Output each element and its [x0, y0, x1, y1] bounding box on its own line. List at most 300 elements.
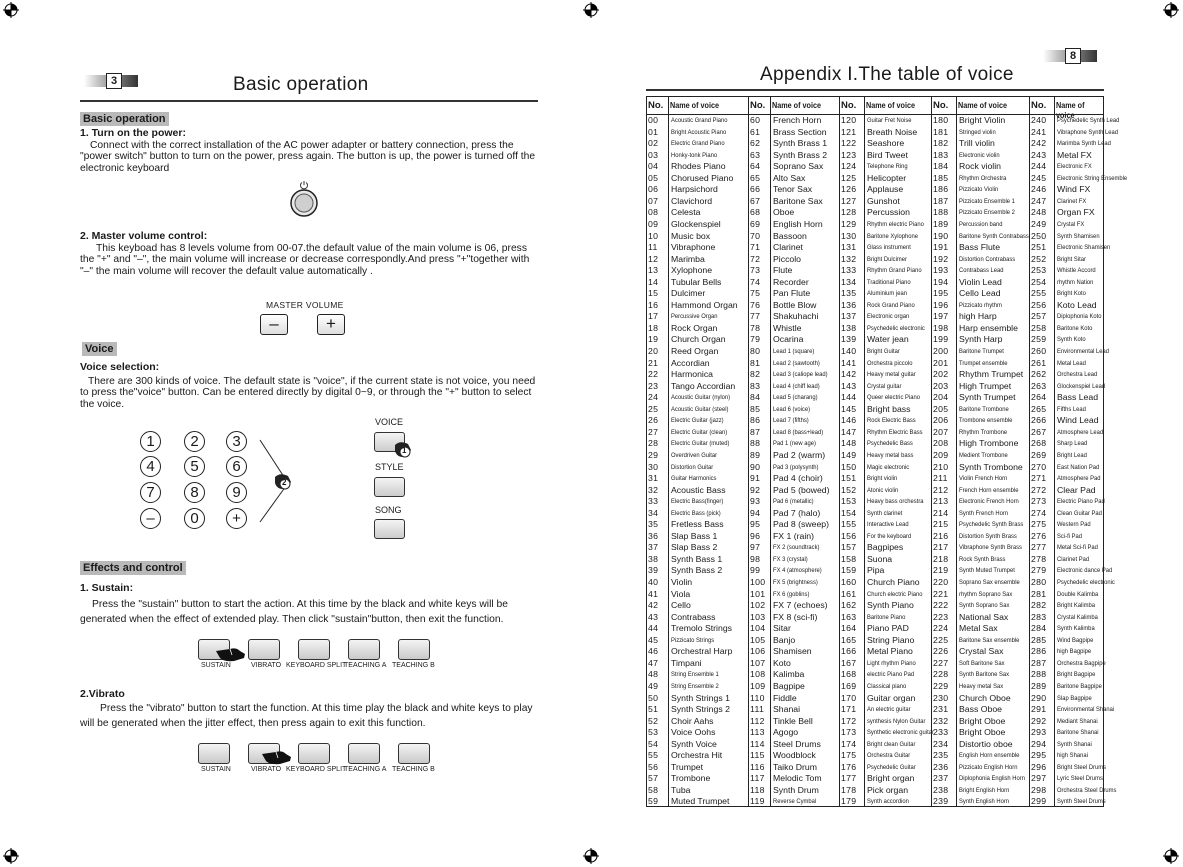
voice-row: [932, 531, 1029, 543]
voice-row: [1030, 184, 1103, 196]
voice-name: Baritone Synth Contrabass: [959, 232, 1029, 240]
voice-number: 231: [933, 704, 949, 715]
voice-name: Synth Brass 1: [773, 138, 828, 149]
voice-name: Distortion Synth Brass: [959, 532, 1017, 540]
voice-number: 250: [1031, 230, 1047, 241]
voice-number: 244: [1031, 161, 1047, 172]
voice-name: Wind Lead: [1057, 415, 1099, 426]
registration-mark-icon: [3, 848, 19, 864]
voice-row: [932, 196, 1029, 208]
voice-number: 210: [933, 461, 949, 472]
voice-number: 76: [750, 299, 761, 310]
keyboard-split-button[interactable]: [298, 639, 330, 660]
voice-row: [840, 323, 931, 335]
voice-number: 123: [841, 149, 857, 160]
voice-name: Breath Noise: [867, 126, 918, 137]
voice-name: Guitar organ: [867, 692, 916, 703]
voice-number: 267: [1031, 426, 1047, 437]
voice-row: [749, 600, 839, 612]
song-button[interactable]: [374, 519, 405, 539]
voice-name: Oboe: [773, 207, 795, 218]
voice-number: 05: [648, 172, 659, 183]
voice-row: [932, 138, 1029, 150]
voice-row: [840, 519, 931, 531]
voice-name: Sitar: [773, 623, 791, 634]
voice-name: East Nation Pad: [1057, 463, 1100, 471]
voice-name: Psychedelic Guitar: [867, 763, 916, 771]
volume-up-button[interactable]: +: [317, 314, 345, 335]
voice-row: [1030, 519, 1103, 531]
voice-name: Shanai: [773, 704, 801, 715]
teaching-a-label: TEACHING A: [344, 662, 387, 669]
voice-row: [932, 242, 1029, 254]
voice-name: Agogo: [773, 727, 799, 738]
voice-row: [749, 554, 839, 566]
voice-number: 53: [648, 727, 659, 738]
voice-row: [1030, 508, 1103, 520]
voice-row: [932, 773, 1029, 785]
voice-number: 240: [1031, 115, 1047, 125]
voice-number: 96: [750, 530, 761, 541]
voice-row: [647, 288, 748, 300]
voice-name: Atmosphere Pad: [1057, 475, 1101, 483]
voice-name: Synth Muted Trumpet: [959, 567, 1015, 575]
voice-number: 49: [648, 680, 659, 691]
voice-row: [1030, 404, 1103, 416]
digit-key-3[interactable]: 3: [226, 431, 247, 452]
voice-row: [932, 519, 1029, 531]
voice-name: Clear Pad: [1057, 484, 1096, 495]
voice-number: 256: [1031, 299, 1047, 310]
voice-name: Medient Trombone: [959, 451, 1008, 459]
voice-row: [647, 612, 748, 624]
voice-row: [647, 450, 748, 462]
voice-row: [749, 427, 839, 439]
vibrato-label: VIBRATO: [251, 766, 282, 773]
voice-number: 255: [1031, 288, 1047, 299]
voice-name: Synth Baritone Sax: [959, 671, 1010, 679]
voice-number: 114: [750, 738, 765, 749]
digit-key-4[interactable]: 4: [140, 456, 161, 477]
voice-number: 211: [933, 473, 948, 484]
voice-row: [1030, 392, 1103, 404]
voice-number: 296: [1031, 761, 1047, 772]
voice-number: 66: [750, 184, 761, 195]
voice-row: [749, 161, 839, 173]
voice-name: Bright Sitar: [1057, 255, 1086, 263]
digit-key-1[interactable]: 1: [140, 431, 161, 452]
voice-row: [749, 415, 839, 427]
voice-name: Viola: [671, 588, 691, 599]
voice-row: [932, 796, 1029, 808]
teaching-a-button[interactable]: [348, 639, 380, 660]
vibrato-heading: 2.Vibrato: [80, 688, 125, 700]
vibrato-button[interactable]: [248, 639, 280, 660]
digit-key-9[interactable]: 9: [226, 482, 247, 503]
voice-number: 241: [1031, 126, 1047, 137]
voice-name: Acoustic Guitar (nylon): [671, 394, 731, 402]
voice-row: [840, 785, 931, 797]
voice-row: [932, 496, 1029, 508]
voice-name: Metal Sax: [959, 623, 998, 634]
voice-name: Heavy metal guitar: [867, 371, 916, 379]
teaching-a-button[interactable]: [348, 743, 380, 764]
teaching-b-button[interactable]: [398, 639, 430, 660]
voice-name: Synth Kalimba: [1057, 625, 1095, 633]
voice-number: 104: [750, 623, 766, 634]
voice-number: 54: [648, 738, 659, 749]
voice-row: [840, 231, 931, 243]
voice-row: [932, 473, 1029, 485]
voice-row: [1030, 427, 1103, 439]
voice-name: For the keyboard: [867, 532, 912, 540]
voice-number: 48: [648, 669, 659, 680]
digit-key-2[interactable]: 2: [184, 431, 205, 452]
power-switch-button[interactable]: [290, 189, 318, 217]
voice-name: Bright bass: [867, 403, 911, 414]
voice-row: [749, 681, 839, 693]
voice-row: [647, 196, 748, 208]
minus-key[interactable]: –: [140, 508, 161, 529]
voice-row: [1030, 669, 1103, 681]
voice-row: [932, 623, 1029, 635]
voice-number: 01: [648, 126, 659, 137]
voice-number: 142: [841, 369, 857, 380]
voice-name: Classical piano: [867, 682, 907, 690]
voice-name: Cello: [671, 600, 691, 611]
voice-number: 180: [933, 115, 949, 125]
voice-row: [749, 635, 839, 647]
voice-row: [932, 704, 1029, 716]
voice-number: 145: [841, 403, 857, 414]
digit-key-6[interactable]: 6: [226, 456, 247, 477]
voice-row: [840, 727, 934, 739]
voice-name: Ocarina: [773, 334, 804, 345]
voice-number: 167: [841, 657, 857, 668]
voice-name: FX 1 (rain): [773, 530, 815, 541]
voice-row: [749, 184, 839, 196]
style-button[interactable]: [374, 477, 405, 497]
voice-name: Lead 2 (sawtooth): [773, 359, 820, 367]
voice-row: [932, 346, 1029, 358]
voice-name: Bright Oboe: [959, 727, 1006, 738]
page-number: 8: [1065, 48, 1081, 64]
voice-row: [840, 496, 931, 508]
voice-number: 46: [648, 646, 659, 657]
voice-number: 186: [933, 184, 949, 195]
voice-name: Guitar Harmonics: [671, 475, 717, 483]
voice-number: 56: [648, 761, 659, 772]
voice-number: 222: [933, 600, 949, 611]
voice-row: [932, 231, 1029, 243]
voice-number: 77: [750, 311, 761, 322]
voice-name: Electric Grand Piano: [671, 140, 725, 148]
voice-name: English Horn ensemble: [959, 752, 1020, 760]
callout-number-1: 1: [402, 446, 407, 455]
voice-name: Percussion: [867, 207, 910, 218]
voice-row: [647, 438, 748, 450]
voice-name: Recorder: [773, 276, 809, 287]
voice-name: Taiko Drum: [773, 761, 817, 772]
voice-name: Dulcimer: [671, 288, 706, 299]
voice-row: [840, 254, 931, 266]
voice-name: Clarinet: [773, 242, 803, 253]
voice-number: 236: [933, 761, 949, 772]
voice-row: [840, 542, 931, 554]
voice-number: 271: [1031, 473, 1047, 484]
voice-name: Whistle Accord: [1057, 267, 1096, 275]
voice-row: [840, 311, 931, 323]
voice-name: Orchestra piccolo: [867, 359, 913, 367]
voice-row: [840, 392, 931, 404]
voice-row: [840, 219, 931, 231]
voice-number: 215: [933, 519, 949, 530]
voice-selection-heading: Voice selection:: [80, 361, 160, 373]
voice-row: [840, 150, 931, 162]
voice-name: Magic electronic: [867, 463, 910, 471]
voice-row: [840, 161, 931, 173]
voice-number: 264: [1031, 392, 1047, 403]
voice-row: [932, 635, 1029, 647]
voice-name: Lead 3 (caliope lead): [773, 371, 828, 379]
digit-key-8[interactable]: 8: [184, 482, 205, 503]
voice-number: 159: [841, 565, 857, 576]
voice-name: Helicopter: [867, 172, 907, 183]
voice-number: 79: [750, 334, 761, 345]
voice-name: Vibraphone Synth Lead: [1057, 128, 1119, 136]
voice-name: Rock Grand Piano: [867, 301, 915, 309]
voice-number: 232: [933, 715, 949, 726]
voice-name: Pizzicato Violin: [959, 186, 999, 194]
volume-down-button[interactable]: –: [260, 314, 288, 335]
voice-number: 147: [841, 426, 857, 437]
voice-number: 149: [841, 449, 857, 460]
voice-number: 221: [933, 588, 949, 599]
voice-number: 283: [1031, 611, 1047, 622]
voice-number: 289: [1031, 680, 1047, 691]
voice-name: Honky-tonk Piano: [671, 151, 718, 159]
voice-name: Bright clean Guitar: [867, 740, 916, 748]
voice-row: [1030, 554, 1103, 566]
voice-name: Melodic Tom: [773, 773, 822, 784]
voice-number: 284: [1031, 623, 1047, 634]
voice-name: Church Organ: [671, 334, 726, 345]
keyboard-split-label: KEYBOARD SPLIT: [286, 662, 347, 669]
voice-number: 144: [841, 392, 857, 403]
voice-row: [749, 462, 839, 474]
page-title: Basic operation: [233, 74, 369, 95]
voice-row: [647, 150, 748, 162]
voice-name: Pizzicato Ensemble 1: [959, 197, 1015, 205]
voice-row: [932, 184, 1029, 196]
voice-number: 127: [841, 195, 857, 206]
voice-name: Tenor Sax: [773, 184, 813, 195]
voice-number: 290: [1031, 692, 1047, 703]
voice-row: [1030, 657, 1106, 670]
voice-number: 70: [750, 230, 761, 241]
voice-name: Woodblock: [773, 750, 816, 761]
voice-number: 198: [933, 322, 949, 333]
voice-name: Xylophone: [671, 265, 713, 276]
voice-number: 179: [841, 796, 857, 807]
voice-row: [647, 623, 748, 635]
voice-name: Vibraphone: [671, 242, 716, 253]
voice-number: 124: [841, 161, 857, 172]
voice-name: Koto Lead: [1057, 299, 1097, 310]
voice-name: Electronic Shamisen: [1057, 244, 1111, 252]
voice-row: [647, 646, 748, 658]
keyboard-split-button[interactable]: [298, 743, 330, 764]
voice-row: [1030, 358, 1103, 370]
voice-name: French Horn ensemble: [959, 486, 1019, 494]
voice-number: 107: [750, 657, 766, 668]
voice-name: Electronic FX: [1057, 163, 1092, 171]
voice-row: [840, 115, 931, 127]
voice-number: 100: [750, 577, 766, 587]
voice-number: 63: [750, 149, 761, 160]
voice-name: Lead 5 (charang): [773, 394, 818, 402]
voice-row: [840, 288, 931, 300]
voice-row: [1030, 138, 1111, 150]
voice-name: Suona: [867, 553, 893, 564]
voice-name: Synth Strings 2: [671, 704, 730, 715]
voice-row: [749, 750, 839, 762]
voice-name: Psychedelic electronic: [1057, 579, 1115, 586]
master-volume-text: This keyboad has 8 levels volume from 00-07.the default value of the main volume is 06, press the "+" and "–", the main volume will increase or decrease correspondly.And press "+"together with "–" the main volume will recover the default value automatically .: [80, 243, 530, 277]
voice-row: [932, 438, 1029, 450]
voice-row: [932, 681, 1029, 693]
voice-number: 181: [933, 126, 949, 137]
voice-row: [647, 796, 748, 808]
voice-row: [647, 727, 748, 739]
voice-name: Synth Voice: [671, 738, 717, 749]
voice-number: 65: [750, 172, 761, 183]
voice-number: 190: [933, 230, 949, 241]
voice-name: Vibraphone Synth Brass: [959, 544, 1022, 552]
digit-key-0[interactable]: 0: [184, 508, 205, 529]
voice-row: [840, 681, 931, 693]
voice-name: Celesta: [671, 207, 701, 218]
voice-row: [840, 635, 931, 647]
voice-row: [1030, 172, 1128, 185]
page-number: 3: [106, 73, 122, 89]
voice-row: [1030, 750, 1103, 762]
voice-name: Baritone Trumpet: [959, 348, 1004, 355]
voice-row: [749, 485, 839, 497]
voice-row: [749, 173, 839, 185]
voice-row: [840, 369, 931, 381]
voice-number: 261: [1031, 357, 1047, 368]
voice-name: Diplophonia English Horn: [959, 775, 1025, 783]
voice-name: Atmosphere Lead: [1057, 428, 1104, 436]
voice-row: [840, 669, 931, 681]
voice-name: Environmental Lead: [1057, 348, 1110, 355]
teaching-b-button[interactable]: [398, 743, 430, 764]
voice-name: Wind Bagpipe: [1057, 636, 1094, 644]
voice-row: [840, 600, 931, 612]
voice-name: Psychedelic Synth Lead: [1057, 117, 1120, 124]
voice-name: Glockenspiel Lead: [1057, 382, 1106, 390]
voice-column-header: [647, 97, 748, 115]
voice-name: Clavichord: [671, 195, 713, 206]
voice-name: Bassoon: [773, 230, 807, 241]
voice-number: 80: [750, 346, 761, 356]
voice-name: Baritone Bagpipe: [1057, 682, 1102, 690]
voice-row: [647, 115, 748, 127]
voice-row: [840, 358, 931, 370]
voice-row: [1030, 150, 1103, 162]
voice-name: Slap Bagpipe: [1057, 694, 1092, 702]
voice-name: Bird Tweet: [867, 149, 908, 160]
voice-name: Synth Bass 2: [671, 565, 723, 576]
voice-number: 206: [933, 415, 949, 426]
voice-name: Tremolo Strings: [671, 623, 732, 634]
voice-name: An electric guitar: [867, 706, 911, 714]
voice-row: [647, 773, 748, 785]
voice-name: Synth clarinet: [867, 509, 903, 517]
voice-name: Synthetic electronic guitar: [867, 729, 934, 737]
voice-number: 259: [1031, 334, 1047, 345]
plus-key[interactable]: +: [226, 508, 247, 529]
voice-number: 175: [841, 750, 857, 761]
voice-name: Pan Flute: [773, 288, 811, 299]
digit-key-5[interactable]: 5: [184, 456, 205, 477]
voice-row: [932, 415, 1029, 427]
voice-number: 162: [841, 600, 857, 611]
voice-name: Electronic violin: [959, 151, 1000, 159]
voice-name: Slap Bass 2: [671, 542, 718, 553]
voice-number: 177: [841, 773, 857, 784]
voice-row: [932, 161, 1029, 173]
voice-number: 27: [648, 426, 659, 437]
voice-name: Rhythm Grand Piano: [867, 267, 922, 275]
voice-name: Soft Baritone Sax: [959, 659, 1005, 667]
voice-row: [1030, 531, 1103, 543]
voice-row: [932, 127, 1029, 139]
voice-name: Pad 7 (halo): [773, 507, 821, 518]
voice-row: [840, 508, 931, 520]
voice-row: [932, 785, 1029, 797]
voice-name: Pad 2 (warm): [773, 449, 826, 460]
voice-row: [749, 323, 839, 335]
voice-number: 150: [841, 461, 857, 472]
voice-number: 71: [750, 242, 761, 253]
title-rule: [80, 100, 538, 102]
voice-number: 254: [1031, 276, 1047, 287]
voice-number: 234: [933, 738, 949, 749]
voice-number: 58: [648, 784, 659, 795]
voice-name: Pad 4 (choir): [773, 473, 823, 484]
voice-row: [840, 612, 931, 624]
voice-number: 229: [933, 680, 949, 691]
voice-name: Synth Bass 1: [671, 553, 723, 564]
sustain-button[interactable]: [198, 743, 230, 764]
voice-name: Rhythm Electric Bass: [867, 428, 923, 436]
voice-number: 279: [1031, 565, 1047, 576]
voice-name: Synth Soprano Sax: [959, 602, 1010, 610]
voice-row: [840, 739, 931, 751]
voice-row: [647, 693, 748, 705]
voice-row: [1030, 612, 1103, 624]
digit-key-7[interactable]: 7: [140, 482, 161, 503]
voice-row: [749, 231, 839, 243]
voice-row: [647, 127, 748, 139]
voice-number: 154: [841, 507, 857, 518]
voice-number: 273: [1031, 496, 1047, 507]
voice-name: Overdriven Guitar: [671, 451, 718, 459]
voice-number: 242: [1031, 138, 1047, 149]
voice-number: 298: [1031, 784, 1047, 795]
